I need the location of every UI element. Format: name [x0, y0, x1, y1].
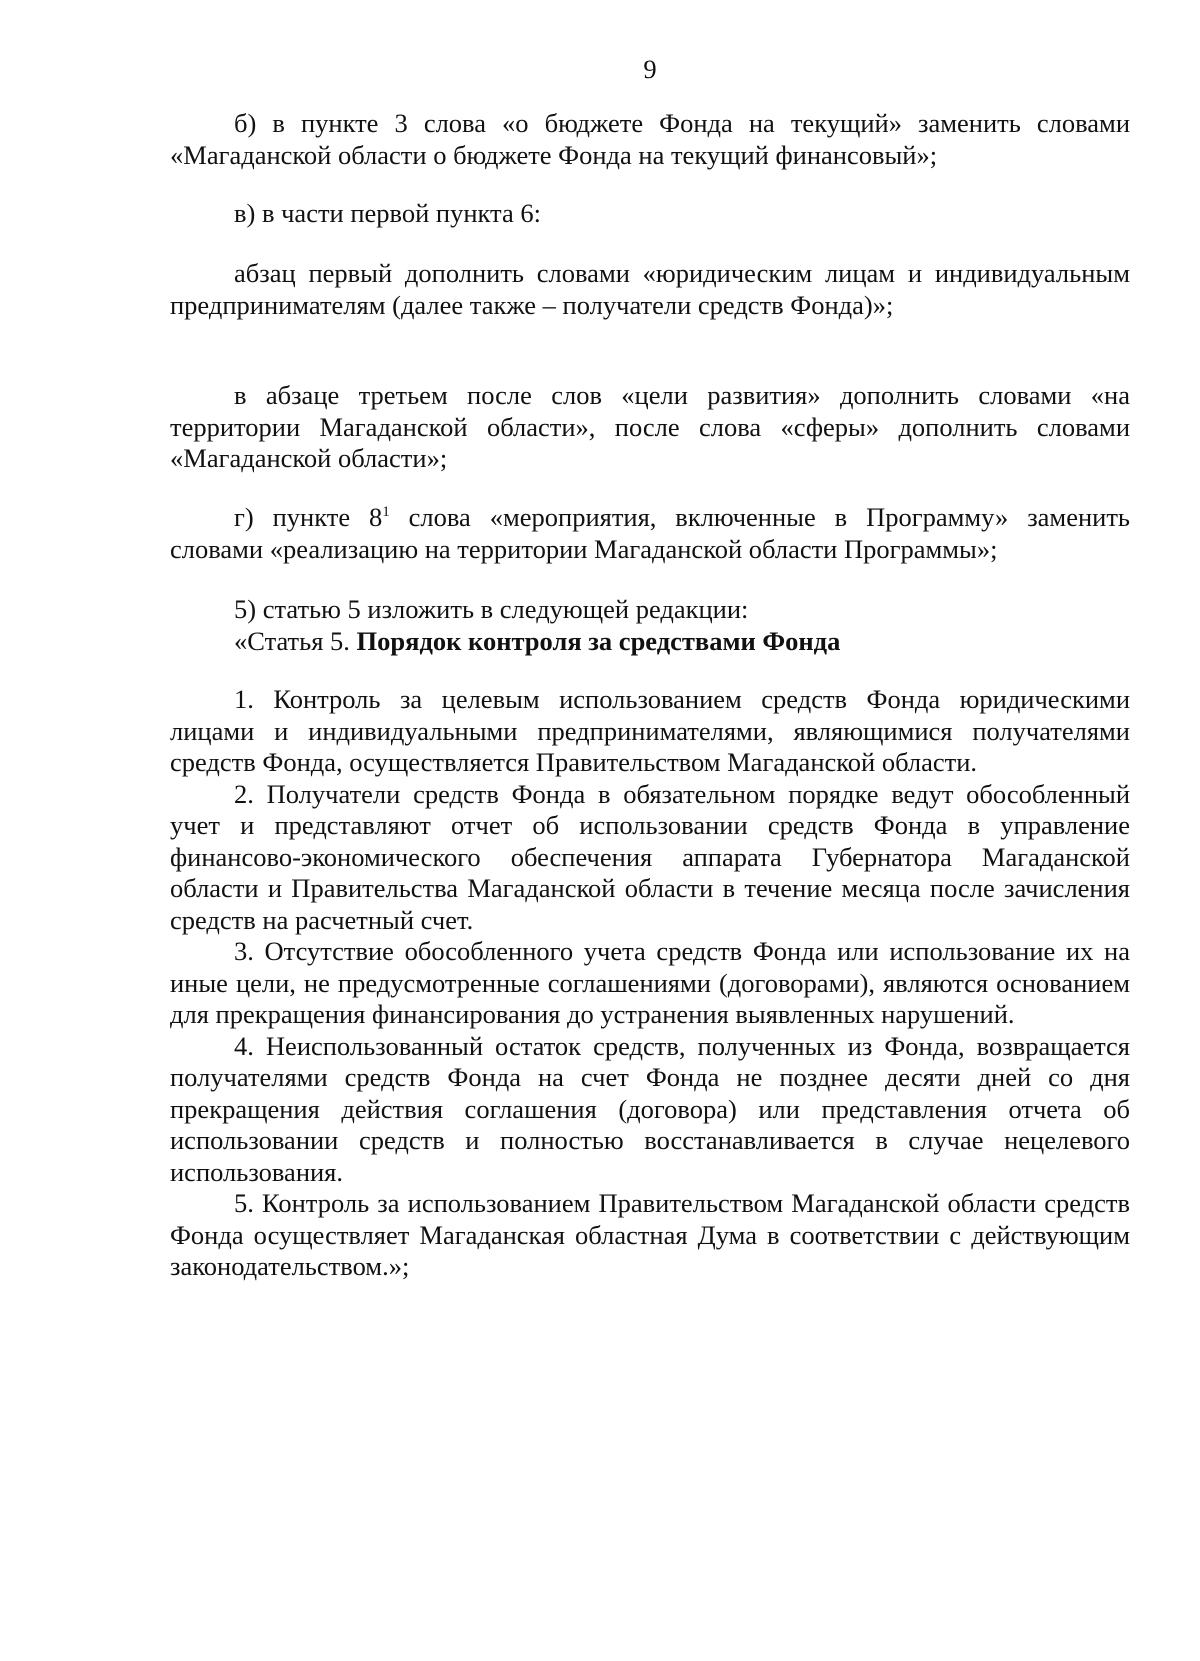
item-g-paragraph	[170, 502, 1130, 565]
article-clauses	[170, 684, 1130, 1283]
item-v-third-text: в абзаце третьем после слов «цели развития» дополнить словами «на территории Магаданской области», после слова «сферы» дополнить словами «Магаданской области»;	[170, 380, 1130, 473]
item-v-first-text: абзац первый дополнить словами «юридическим лицам и индивидуальным предпринимателям (далее также – получатели средств Фонда)»;	[170, 258, 1130, 320]
item-v-first-paragraph	[170, 258, 1130, 321]
clause-5: 5. Контроль за использованием Правительством Магаданской области средств Фонда осуществляет Магаданская областная Дума в соответствии с действующим законодательством.»;	[170, 1188, 1130, 1281]
item-b-paragraph	[170, 108, 1130, 171]
clause-4: 4. Неиспользованный остаток средств, полученных из Фонда, возвращается получателями средств Фонда на счет Фонда не позднее десяти дней со дня прекращения действия соглашения (договора) или представления отчета об использовании средств и полностью восстанавливается в случае нецелевого использования.	[170, 1030, 1130, 1187]
article-title: Порядок контроля за средствами Фонда	[356, 625, 841, 656]
item-v-paragraph	[170, 198, 1130, 230]
item-g-text	[170, 502, 1130, 565]
article-prefix: «Статья 5.	[234, 625, 357, 656]
item-5-text: 5) статью 5 изложить в следующей редакции:	[234, 594, 749, 624]
item-5-paragraph	[170, 594, 1130, 657]
item-v-text: в) в части первой пункта 6:	[234, 198, 541, 228]
item-g-superscript: 1	[382, 504, 390, 521]
item-v-third-paragraph	[170, 380, 1130, 475]
clause-2: 2. Получатели средств Фонда в обязательном порядке ведут обособленный учет и представляют отчет об использовании средств Фонда в управление финансово-экономического обеспечения аппарата Губернатора Магаданской области и Правительства Магаданской области в течение месяца после зачисления средств на расчетный счет.	[170, 778, 1130, 935]
article-heading	[170, 626, 1130, 658]
item-g-before: г) пункте 8	[234, 502, 383, 532]
item-g-after: слова «мероприятия, включенные в Программу» заменить словами «реализацию на территории Магаданской области Программы»;	[170, 502, 1130, 564]
clause-3: 3. Отсутствие обособленного учета средств Фонда или использование их на иные цели, не предусмотренные соглашениями (договорами), являются основанием для прекращения финансирования до устранения выявленных нарушений.	[170, 936, 1130, 1029]
clause-1: 1. Контроль за целевым использованием средств Фонда юридическими лицами и индивидуальными предпринимателями, являющимися получателями средств Фонда, осуществляется Правительством Магаданской области.	[170, 684, 1130, 777]
item-b-text: б) в пункте 3 слова «о бюджете Фонда на текущий» заменить словами «Магаданской области о бюджете Фонда на текущий финансовый»;	[170, 108, 1130, 170]
page-number: 9	[643, 54, 657, 84]
